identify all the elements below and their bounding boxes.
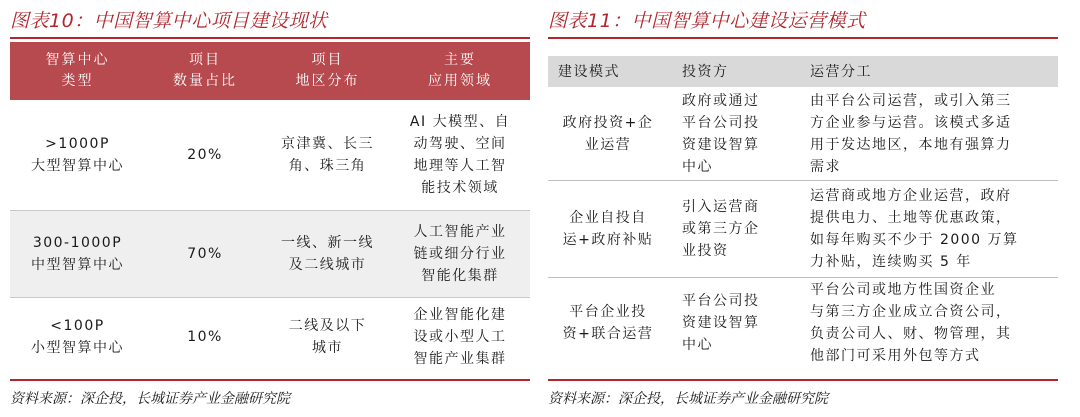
header-type: 智算中心 类型 bbox=[45, 52, 110, 89]
cell-division: 运营商或地方企业运营，政府 提供电力、土地等优惠政策， 如每年购买不少于 2000 万算 力补贴，连续购买 5 年 bbox=[810, 188, 1019, 270]
cell-type: 300-1000P 中型智算中心 bbox=[31, 235, 124, 273]
cell-type: <100P 小型智算中心 bbox=[31, 318, 124, 356]
table-row bbox=[548, 278, 1058, 368]
table-row bbox=[548, 181, 1058, 277]
table-header bbox=[548, 56, 1058, 87]
cell-app: AI 大模型、自 动驾驶、空间 地理等人工智 能技术领域 bbox=[409, 114, 511, 196]
cell-division: 由平台公司运营，或引入第三 方企业参与运营。该模式多适 用于发达地区，本地有强算力 需求 bbox=[810, 93, 1012, 175]
bottom-rule bbox=[10, 379, 530, 381]
cell-app: 企业智能化建 设或小型人工 智能产业集群 bbox=[413, 307, 507, 367]
title-rule bbox=[10, 37, 530, 39]
bottom-rule bbox=[548, 379, 1058, 381]
cell-division: 平台公司或地方性国资企业 与第三方企业成立合资公司， 负责公司人、财、物管理，其 他部门可采用外包等方式 bbox=[810, 282, 1012, 364]
cell-region: 一线、新一线 及二线城市 bbox=[281, 235, 374, 273]
table-row bbox=[10, 298, 530, 376]
cell-investor: 平台公司投 资建设智算 中心 bbox=[682, 293, 760, 353]
header-share: 项目 数量占比 bbox=[173, 52, 237, 89]
title-rule bbox=[548, 37, 1058, 39]
cell-region: 京津冀、长三 角、珠三角 bbox=[281, 136, 374, 174]
table-row bbox=[10, 100, 530, 210]
cell-investor: 引入运营商 或第三方企 业投资 bbox=[682, 199, 760, 259]
cell-mode: 平台企业投 资+联合运营 bbox=[562, 304, 654, 342]
cell-investor: 政府或通过 平台公司投 资建设智算 中心 bbox=[682, 93, 760, 175]
cell-share: 20% bbox=[187, 147, 223, 163]
source-note: 资料来源：深企投，长城证券产业金融研究院 bbox=[548, 391, 828, 407]
header-division: 运营分工 bbox=[810, 63, 872, 80]
header-mode: 建设模式 bbox=[558, 63, 620, 80]
cell-share: 70% bbox=[187, 246, 223, 262]
cell-type: >1000P 大型智算中心 bbox=[31, 136, 124, 174]
header-region: 项目 地区分布 bbox=[295, 52, 360, 89]
cell-mode: 政府投资+企 业运营 bbox=[562, 115, 654, 153]
figure-10-title: 图表10：中国智算中心项目建设现状 bbox=[10, 10, 328, 32]
header-app: 主要 应用领域 bbox=[428, 52, 492, 89]
cell-share: 10% bbox=[187, 329, 223, 345]
table-row bbox=[10, 211, 530, 297]
table-header bbox=[10, 42, 530, 100]
cell-mode: 企业自投自 运+政府补贴 bbox=[562, 210, 654, 248]
figure-11-title: 图表11：中国智算中心建设运营模式 bbox=[548, 10, 866, 32]
source-note: 资料来源：深企投，长城证券产业金融研究院 bbox=[10, 391, 290, 407]
cell-region: 二线及以下 城市 bbox=[288, 318, 367, 356]
header-investor: 投资方 bbox=[682, 63, 729, 80]
cell-app: 人工智能产业 链或细分行业 智能化集群 bbox=[413, 224, 507, 284]
table-row bbox=[548, 88, 1058, 180]
